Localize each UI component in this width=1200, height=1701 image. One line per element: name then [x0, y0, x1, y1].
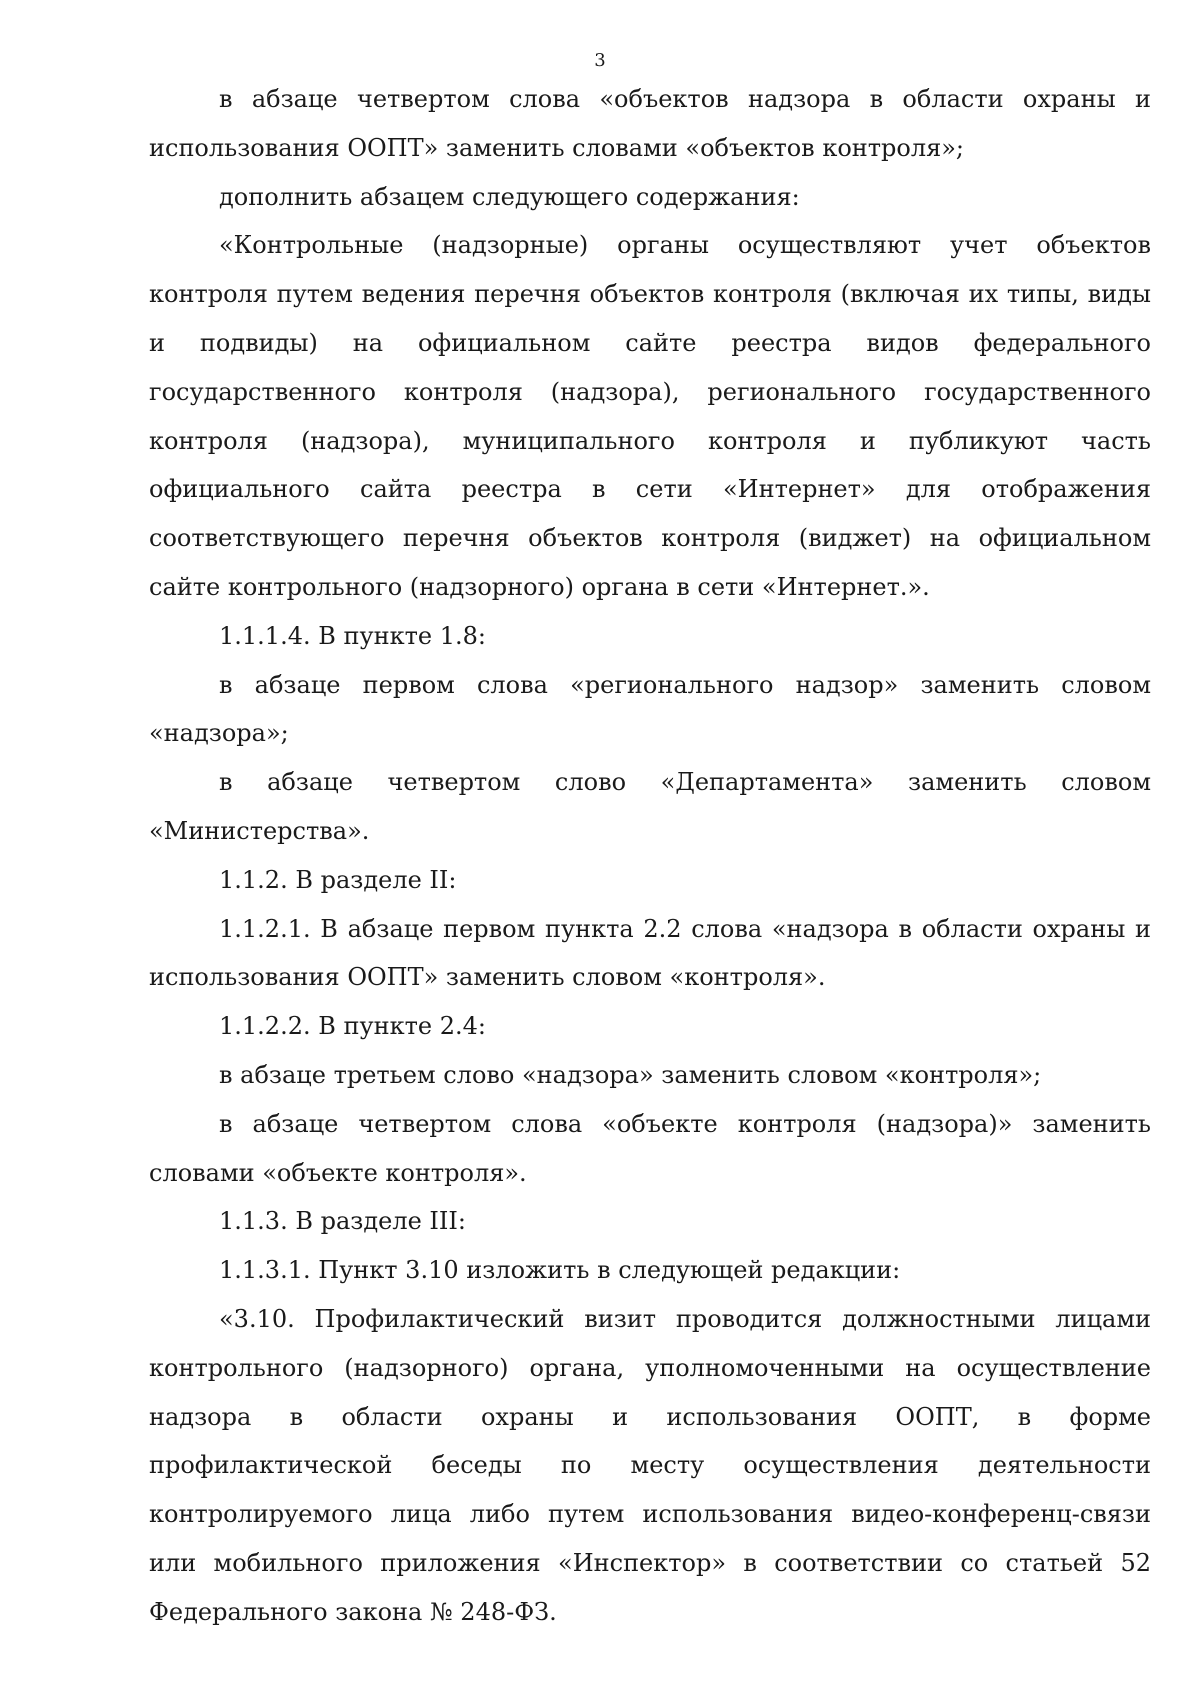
document-body	[149, 75, 1151, 1637]
paragraph-1-1-2: 1.1.2. В разделе II:	[219, 865, 457, 894]
paragraph-control-bodies: «Контрольные (надзорные) органы осуществляют учет объектов контроля путем ведения перечня объектов контроля (включая их типы, виды и подвиды) на официальном сайте реестра видов федерального государственного контроля (надзора), регионального государственного контроля (надзора), муниципального контроля и публикуют часть официального сайта реестра в сети «Интернет» для отображения соответствующего перечня объектов контроля (виджет) на официальном сайте контрольного (надзорного) органа в сети «Интернет.».	[149, 231, 1151, 601]
paragraph-abzac-4-department: в абзаце четвертом слово «Департамента» заменить словом «Министерства».	[149, 768, 1151, 845]
paragraph-abzac-4-objects: в абзаце четвертом слова «объектов надзора в области охраны и использования ООПТ» заменить словами «объектов контроля»;	[149, 85, 1151, 162]
paragraph-1-1-2-1: 1.1.2.1. В абзаце первом пункта 2.2 слова «надзора в области охраны и использования ООПТ» заменить словом «контроля».	[149, 914, 1151, 992]
paragraph-abzac-4-object: в абзаце четвертом слова «объекте контроля (надзора)» заменить словами «объекте контроля».	[149, 1109, 1151, 1187]
paragraph-abzac-1-regional: в абзаце первом слова «регионального надзор» заменить словом «надзора»;	[149, 670, 1151, 748]
paragraph-3-10: «3.10. Профилактический визит проводится должностными лицами контрольного (надзорного) органа, уполномоченными на осуществление надзора в области охраны и использования ООПТ, в форме профилактической беседы по месту осуществления деятельности контролируемого лица либо путем использования видео-конференц-связи или мобильного приложения «Инспектор» в соответствии со статьей 52 Федерального закона № 248-ФЗ.	[149, 1304, 1151, 1626]
paragraph-1-1-3-1: 1.1.3.1. Пункт 3.10 изложить в следующей редакции:	[219, 1256, 901, 1285]
paragraph-1-1-1-4: 1.1.1.4. В пункте 1.8:	[219, 621, 486, 650]
paragraph-abzac-3-nadzor: в абзаце третьем слово «надзора» заменить словом «контроля»;	[219, 1060, 1042, 1089]
paragraph-1-1-3: 1.1.3. В разделе III:	[219, 1207, 466, 1236]
paragraph-1-1-2-2: 1.1.2.2. В пункте 2.4:	[219, 1012, 486, 1041]
page-number: 3	[594, 50, 606, 71]
paragraph-add-abzac: дополнить абзацем следующего содержания:	[219, 182, 800, 211]
